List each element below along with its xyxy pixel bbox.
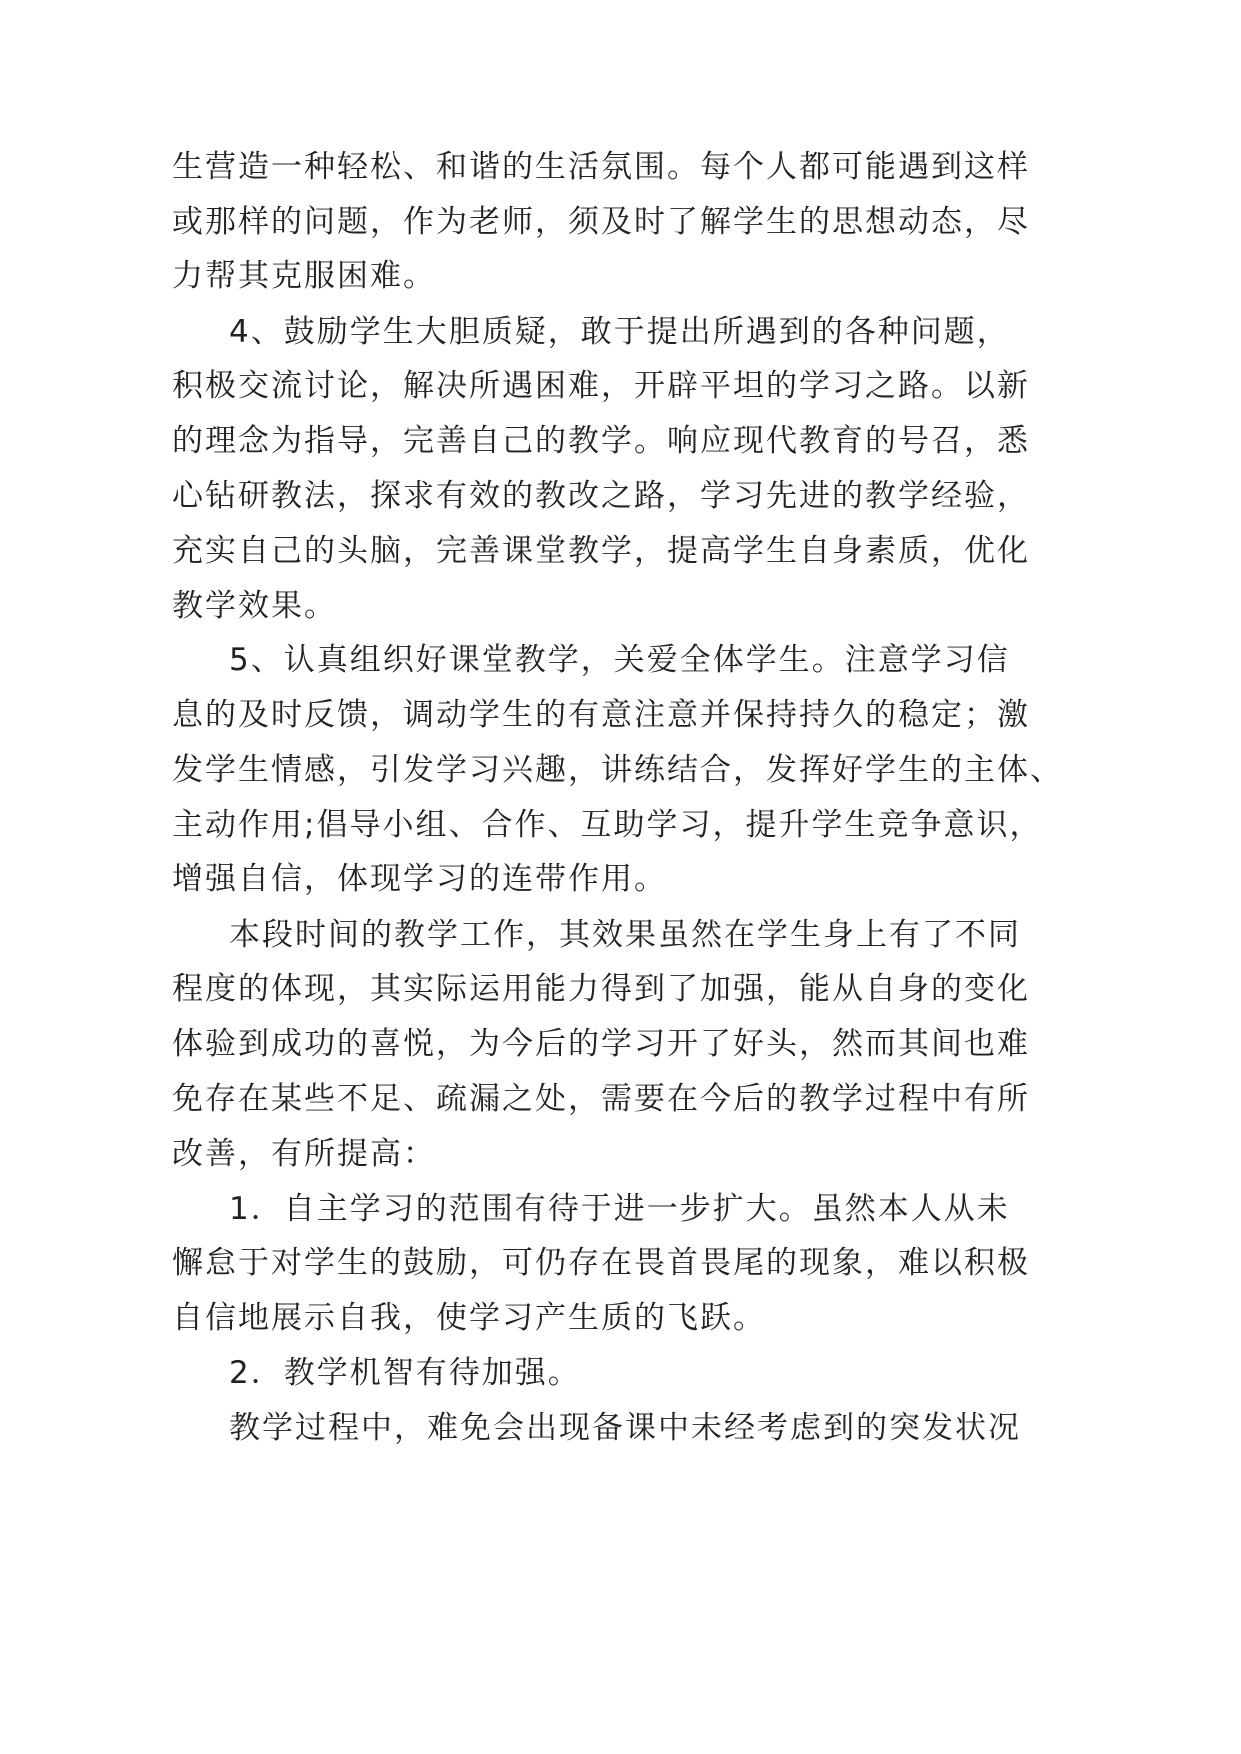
text-line — [0, 1132, 1241, 1176]
text-line — [0, 200, 1241, 244]
text-line — [0, 1022, 1241, 1066]
text-line — [0, 474, 1241, 518]
text-line — [0, 254, 1241, 298]
line-text: 主动作用;倡导小组、合作、互助学习，提升学生竞争意识， — [172, 807, 1043, 843]
line-text: 2．教学机智有待加强。 — [229, 1355, 581, 1391]
text-line — [0, 419, 1241, 463]
line-text: 教学过程中，难免会出现备课中未经考虑到的突发状况 — [229, 1410, 1021, 1446]
text-line — [0, 1351, 1241, 1395]
line-text: 发学生情感，引发学习兴趣，讲练结合，发挥好学生的主体、 — [172, 752, 1063, 788]
line-text: 本段时间的教学工作，其效果虽然在学生身上有了不同 — [229, 917, 1021, 953]
line-text: 自信地展示自我，使学习产生质的飞跃。 — [172, 1300, 766, 1336]
text-line — [0, 529, 1241, 573]
text-line — [0, 1241, 1241, 1285]
line-text: 心钻研教法，探求有效的教改之路，学习先进的教学经验， — [172, 478, 1030, 514]
line-text: 充实自己的头脑，完善课堂教学，提高学生自身素质，优化 — [172, 533, 1030, 569]
line-text: 教学效果。 — [172, 588, 337, 624]
line-text: 体验到成功的喜悦，为今后的学习开了好头，然而其间也难 — [172, 1026, 1030, 1062]
line-text: 4、鼓励学生大胆质疑，敢于提出所遇到的各种问题， — [229, 314, 1010, 350]
line-text: 增强自信，体现学习的连带作用。 — [172, 861, 667, 897]
text-line — [0, 748, 1241, 792]
line-text: 程度的体现，其实际运用能力得到了加强，能从自身的变化 — [172, 971, 1030, 1007]
line-text: 息的及时反馈，调动学生的有意注意并保持持久的稳定；激 — [172, 697, 1030, 733]
text-line — [0, 803, 1241, 847]
line-text: 改善，有所提高： — [172, 1136, 436, 1172]
line-text: 的理念为指导，完善自己的教学。响应现代教育的号召，悉 — [172, 423, 1030, 459]
line-text: 或那样的问题，作为老师，须及时了解学生的思想动态，尽 — [172, 204, 1030, 240]
text-line — [0, 967, 1241, 1011]
text-line — [0, 638, 1241, 682]
text-line — [0, 364, 1241, 408]
line-text: 力帮其克服困难。 — [172, 258, 436, 294]
text-line — [0, 310, 1241, 354]
line-text: 懈怠于对学生的鼓励，可仍存在畏首畏尾的现象，难以积极 — [172, 1245, 1030, 1281]
line-text: 积极交流讨论，解决所遇困难，开辟平坦的学习之路。以新 — [172, 368, 1030, 404]
text-line — [0, 857, 1241, 901]
line-text: 免存在某些不足、疏漏之处，需要在今后的教学过程中有所 — [172, 1081, 1030, 1117]
text-line — [0, 145, 1241, 189]
line-text: 1．自主学习的范围有待于进一步扩大。虽然本人从未 — [229, 1191, 1010, 1227]
text-line — [0, 1296, 1241, 1340]
text-line — [0, 693, 1241, 737]
line-text: 生营造一种轻松、和谐的生活氛围。每个人都可能遇到这样 — [172, 149, 1030, 185]
line-text: 5、认真组织好课堂教学，关爱全体学生。注意学习信 — [229, 642, 1010, 678]
text-line — [0, 1406, 1241, 1450]
text-line — [0, 1187, 1241, 1231]
text-line — [0, 1077, 1241, 1121]
text-line — [0, 584, 1241, 628]
text-line — [0, 913, 1241, 957]
